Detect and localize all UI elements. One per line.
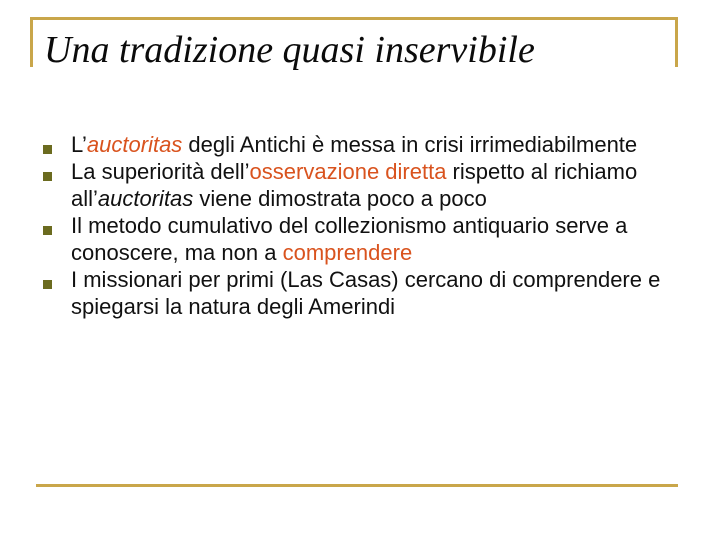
frame-bottom-rule: [36, 484, 678, 487]
bullet-2-highlight: osservazione diretta: [249, 159, 447, 184]
bullet-1-text-pre: L’: [71, 132, 87, 157]
bullet-item-3: [40, 212, 680, 266]
bullet-3-highlight: comprendere: [282, 240, 413, 265]
bullet-item-2: [40, 158, 680, 212]
bullet-2-text-pre: La superiorità dell’: [71, 159, 250, 184]
bullet-4-text: I missionari per primi (Las Casas) cercano di comprendere e spiegarsi la natura degli Amerindi: [71, 267, 661, 319]
square-bullet-icon: [43, 172, 52, 181]
square-bullet-icon: [43, 145, 52, 154]
bullet-1-text-post: degli Antichi è messa in crisi irrimediabilmente: [182, 132, 638, 157]
slide-title: Una tradizione quasi inservibile: [44, 29, 535, 71]
bullet-item-4: [40, 266, 680, 320]
frame-right-rule: [675, 17, 678, 67]
bullet-2-italic: auctoritas: [97, 186, 194, 211]
bullet-2-text-post: viene dimostrata poco a poco: [193, 186, 487, 211]
bullet-1-highlight: auctoritas: [86, 132, 183, 157]
bullet-3-text-pre: Il metodo cumulativo del collezionismo antiquario serve a conoscere, ma non a: [71, 213, 628, 265]
bullet-list: [40, 131, 680, 320]
bullet-2-text-mid: rispetto al richiamo all’: [71, 159, 638, 211]
bullet-item-1: [40, 131, 680, 158]
square-bullet-icon: [43, 280, 52, 289]
frame-top-rule: [30, 17, 678, 20]
square-bullet-icon: [43, 226, 52, 235]
frame-left-rule: [30, 17, 33, 67]
